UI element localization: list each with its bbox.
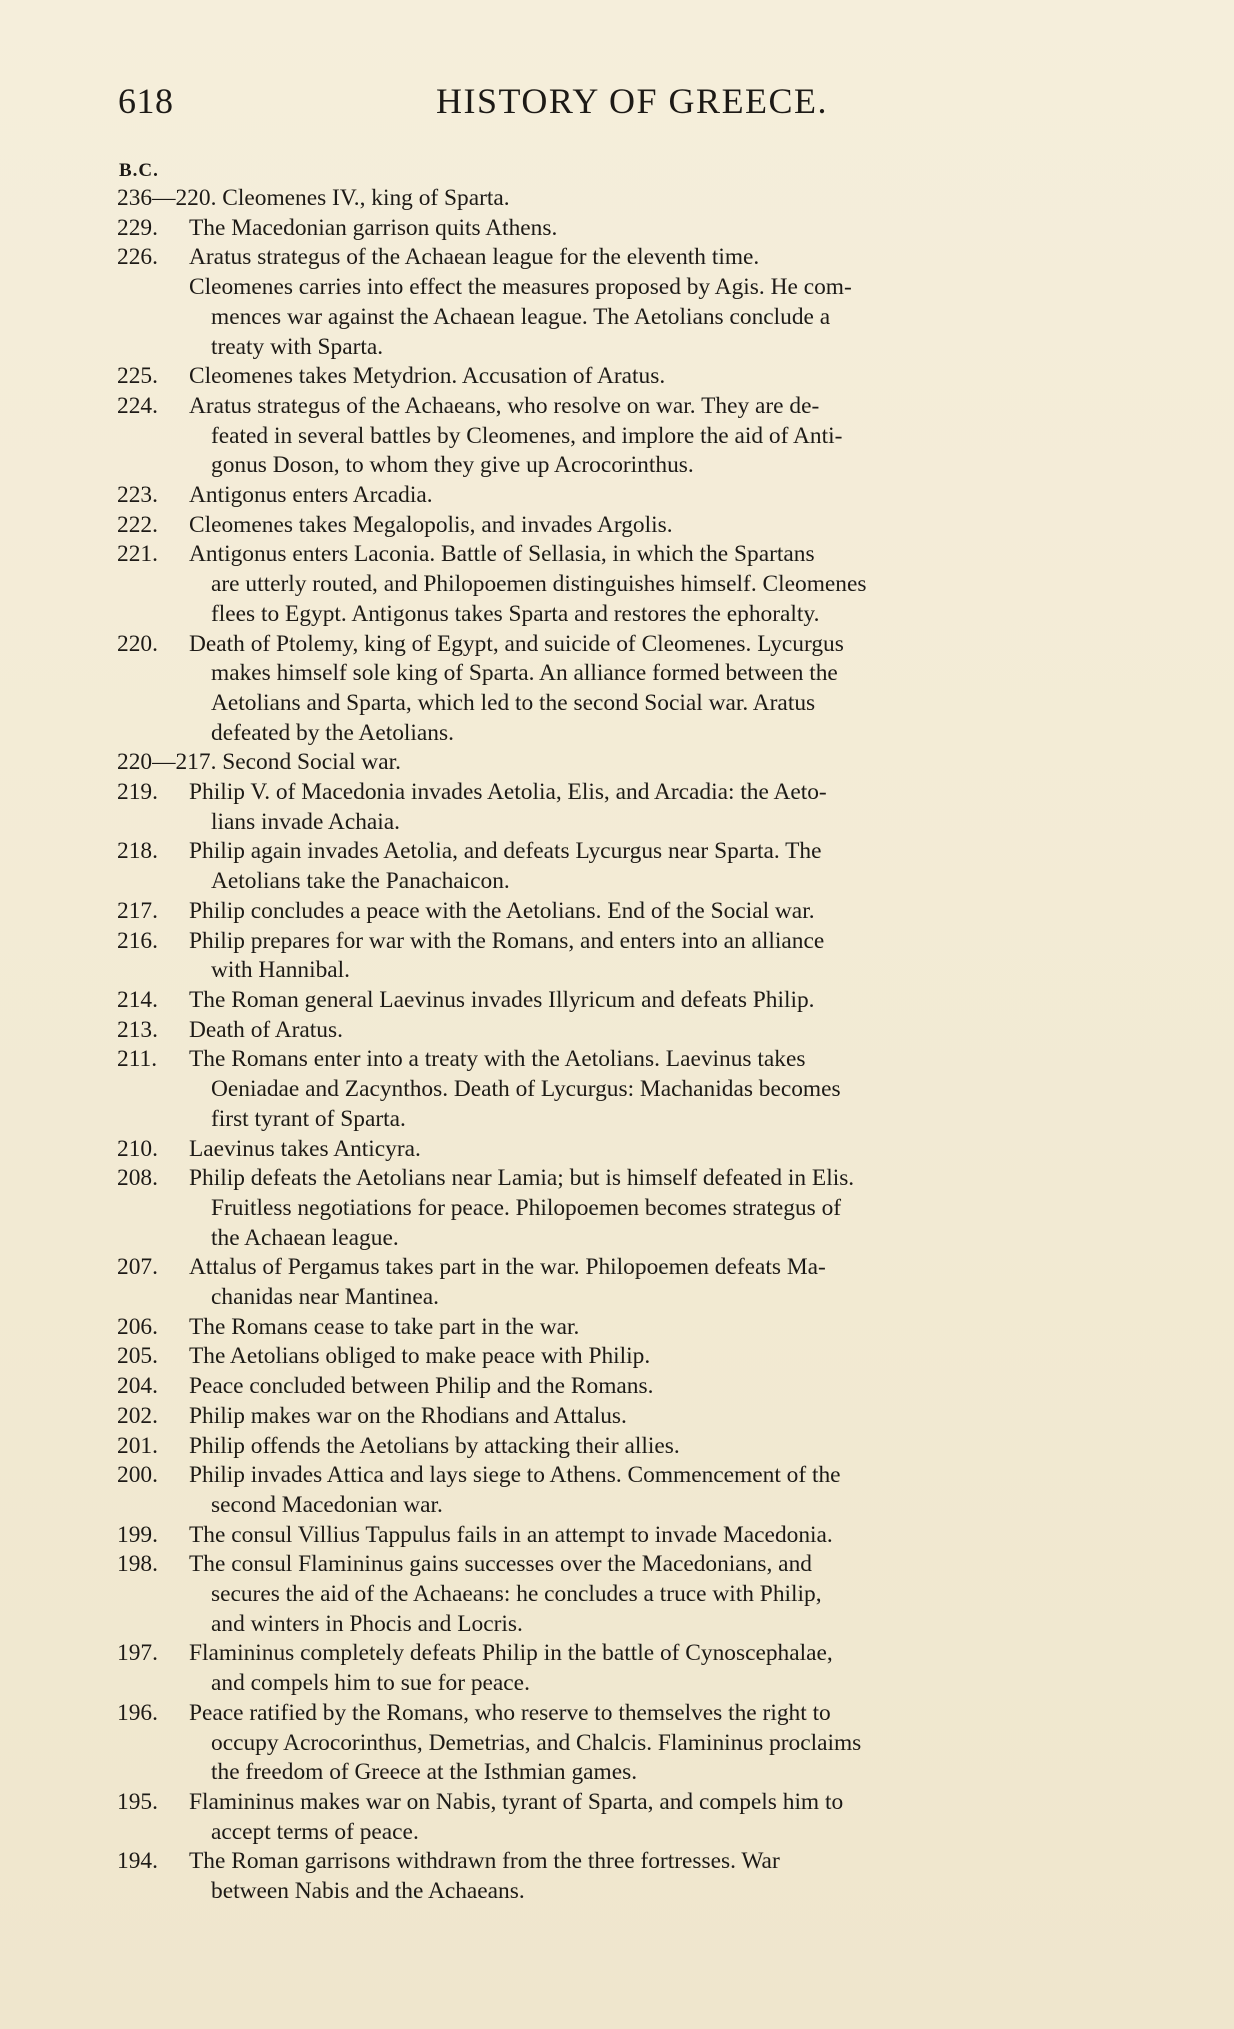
entry-year: 217. bbox=[117, 897, 158, 924]
entry-text-continuation: between Nabis and the Achaeans. bbox=[211, 1878, 525, 1905]
entry-text-continuation: Aetolians take the Panachaicon. bbox=[211, 868, 510, 895]
entry-year: 202. bbox=[117, 1402, 158, 1429]
entry-year: 206. bbox=[117, 1313, 158, 1340]
entry-text: Peace ratified by the Romans, who reserve to themselves the right to bbox=[189, 1699, 831, 1726]
entry-text: Death of Ptolemy, king of Egypt, and suicide of Cleomenes. Lycurgus bbox=[189, 630, 844, 657]
running-title: HISTORY OF GREECE. bbox=[436, 81, 829, 121]
entry-text-continuation: first tyrant of Sparta. bbox=[211, 1105, 406, 1132]
chronology-entry bbox=[117, 1847, 1125, 1906]
entry-year: 210. bbox=[117, 1135, 158, 1162]
entry-year: 208. bbox=[117, 1165, 158, 1192]
entry-text-continuation: feated in several battles by Cleomenes, and implore the aid of Anti- bbox=[211, 422, 843, 449]
entry-text: Cleomenes takes Metydrion. Accusation of Aratus. bbox=[189, 363, 666, 390]
entry-year: 218. bbox=[117, 838, 158, 865]
entry-text: Philip invades Attica and lays siege to Athens. Commencement of the bbox=[189, 1462, 841, 1489]
entry-text-continuation: Aetolians and Sparta, which led to the second Social war. Aratus bbox=[211, 689, 816, 716]
entry-text-continuation: Oeniadae and Zacynthos. Death of Lycurgus: Machanidas becomes bbox=[211, 1076, 841, 1103]
chronology-entry bbox=[117, 392, 1125, 481]
chronology-entry bbox=[117, 214, 1125, 244]
chronology-entry bbox=[117, 1550, 1125, 1639]
entry-year: 205. bbox=[117, 1343, 158, 1370]
entry-text: Death of Aratus. bbox=[189, 1016, 343, 1043]
chronology-entry bbox=[117, 1788, 1125, 1847]
chronology-entry bbox=[117, 837, 1125, 896]
entry-text-continuation: chanidas near Mantinea. bbox=[211, 1284, 439, 1311]
entry-text-continuation: and compels him to sue for peace. bbox=[211, 1670, 530, 1697]
entry-year: 220—217. bbox=[117, 749, 217, 776]
chronology-entry bbox=[117, 1432, 1125, 1462]
entry-text: The Macedonian garrison quits Athens. bbox=[189, 214, 558, 241]
entry-year: 216. bbox=[117, 927, 158, 954]
entry-text-continuation: second Macedonian war. bbox=[211, 1491, 443, 1518]
chronology-entry bbox=[117, 1639, 1125, 1698]
entry-text: Antigonus enters Arcadia. bbox=[189, 482, 433, 509]
chronology-entry bbox=[117, 362, 1125, 392]
era-label: B.C. bbox=[119, 160, 159, 181]
entry-text: Philip makes war on the Rhodians and Attalus. bbox=[189, 1402, 627, 1429]
entry-text-continuation: flees to Egypt. Antigonus takes Sparta and restores the ephoralty. bbox=[211, 600, 820, 627]
entry-year: 229. bbox=[117, 214, 158, 241]
entry-text-continuation: the freedom of Greece at the Isthmian games. bbox=[211, 1759, 638, 1786]
chronology-entry bbox=[117, 1461, 1125, 1520]
entry-text-continuation: and winters in Phocis and Locris. bbox=[211, 1610, 523, 1637]
entry-year: 204. bbox=[117, 1373, 158, 1400]
chronology-entry bbox=[117, 1253, 1125, 1312]
entry-year: 199. bbox=[117, 1521, 158, 1548]
entry-text: Philip V. of Macedonia invades Aetolia, Elis, and Arcadia: the Aeto- bbox=[189, 779, 827, 806]
chronology-entry bbox=[117, 1342, 1125, 1372]
entry-year: 219. bbox=[117, 779, 158, 806]
entry-text: The consul Villius Tappulus fails in an attempt to invade Macedonia. bbox=[189, 1521, 833, 1548]
chronology-entry bbox=[117, 511, 1125, 541]
entry-text-continuation: mences war against the Achaean league. The Aetolians conclude a bbox=[211, 303, 831, 330]
chronology-entry bbox=[117, 1135, 1125, 1165]
chronology-entry bbox=[117, 1164, 1125, 1253]
entry-text: Flamininus makes war on Nabis, tyrant of Sparta, and compels him to bbox=[189, 1788, 844, 1815]
entry-text-continuation: with Hannibal. bbox=[211, 957, 351, 984]
entry-text: Laevinus takes Anticyra. bbox=[189, 1135, 421, 1162]
entry-text: The Romans cease to take part in the war. bbox=[189, 1313, 580, 1340]
chronology-entry bbox=[117, 748, 1125, 778]
chronology-entry bbox=[117, 1521, 1125, 1551]
entry-text: Philip defeats the Aetolians near Lamia; but is himself defeated in Elis. bbox=[189, 1165, 855, 1192]
entry-text-continuation: gonus Doson, to whom they give up Acrocorinthus. bbox=[211, 452, 694, 479]
entry-year: 194. bbox=[117, 1848, 158, 1875]
entry-text-continuation: are utterly routed, and Philopoemen distinguishes himself. Cleomenes bbox=[211, 571, 867, 598]
entry-year: 198. bbox=[117, 1551, 158, 1578]
entry-text: Antigonus enters Laconia. Battle of Sellasia, in which the Spartans bbox=[189, 541, 815, 568]
chronology-entry bbox=[117, 184, 1125, 214]
entry-year: 236—220. bbox=[117, 185, 217, 211]
entry-text-continuation: occupy Acrocorinthus, Demetrias, and Chalcis. Flamininus proclaims bbox=[211, 1729, 862, 1756]
chronology-entry bbox=[117, 897, 1125, 927]
entry-text: The consul Flamininus gains successes over the Macedonians, and bbox=[189, 1551, 812, 1578]
entry-text: Philip offends the Aetolians by attacking their allies. bbox=[189, 1432, 680, 1459]
entry-text: Attalus of Pergamus takes part in the war. Philopoemen defeats Ma- bbox=[189, 1254, 826, 1281]
entry-year: 225. bbox=[117, 363, 158, 390]
chronology-entry bbox=[117, 540, 1125, 629]
entry-text-continuation: Fruitless negotiations for peace. Philopoemen becomes strategus of bbox=[211, 1194, 842, 1221]
chronology-entry bbox=[117, 927, 1125, 986]
entry-text: The Aetolians obliged to make peace with Philip. bbox=[189, 1343, 651, 1370]
chronology-entry bbox=[117, 1045, 1125, 1134]
entry-year: 195. bbox=[117, 1788, 158, 1815]
entry-year: 224. bbox=[117, 392, 158, 419]
chronology-entry bbox=[117, 1699, 1125, 1788]
chronology-entry bbox=[117, 630, 1125, 749]
entry-text-continuation: defeated by the Aetolians. bbox=[211, 719, 454, 746]
entry-text: Cleomenes takes Megalopolis, and invades Argolis. bbox=[189, 511, 673, 538]
entry-year: 222. bbox=[117, 511, 158, 538]
entry-year: 226. bbox=[117, 244, 158, 271]
entry-text: The Roman garrisons withdrawn from the three fortresses. War bbox=[189, 1848, 780, 1875]
entry-text-continuation: makes himself sole king of Sparta. An alliance formed between the bbox=[211, 660, 838, 687]
entry-year: 213. bbox=[117, 1016, 158, 1043]
chronology-list bbox=[117, 184, 1125, 1907]
entry-year: 223. bbox=[117, 482, 158, 509]
entry-year: 214. bbox=[117, 986, 158, 1013]
chronology-entry bbox=[117, 778, 1125, 837]
entry-text: Aratus strategus of the Achaean league for the eleventh time. bbox=[189, 244, 760, 271]
chronology-entry bbox=[117, 1402, 1125, 1432]
chronology-entry bbox=[117, 243, 1125, 362]
chronology-entry bbox=[117, 986, 1125, 1016]
entry-text: Flamininus completely defeats Philip in the battle of Cynoscephalae, bbox=[189, 1640, 833, 1667]
entry-text: Second Social war. bbox=[222, 749, 401, 776]
entry-year: 220. bbox=[117, 630, 158, 657]
entry-year: 197. bbox=[117, 1640, 158, 1667]
page-header bbox=[118, 80, 1118, 130]
entry-text: Peace concluded between Philip and the Romans. bbox=[189, 1373, 654, 1400]
entry-text: Philip again invades Aetolia, and defeats Lycurgus near Sparta. The bbox=[189, 838, 822, 865]
entry-text-continuation: accept terms of peace. bbox=[211, 1818, 419, 1845]
entry-text-continuation: secures the aid of the Achaeans: he concludes a truce with Philip, bbox=[211, 1581, 822, 1608]
entry-text: The Roman general Laevinus invades Illyricum and defeats Philip. bbox=[189, 986, 815, 1013]
entry-text: Cleomenes IV., king of Sparta. bbox=[222, 185, 510, 211]
entry-year: 211. bbox=[117, 1046, 158, 1073]
entry-text-continuation: Cleomenes carries into effect the measures proposed by Agis. He com- bbox=[189, 274, 852, 301]
entry-text: The Romans enter into a treaty with the Aetolians. Laevinus takes bbox=[189, 1046, 806, 1073]
chronology-entry bbox=[117, 1016, 1125, 1046]
entry-year: 221. bbox=[117, 541, 158, 568]
chronology-entry bbox=[117, 1372, 1125, 1402]
entry-year: 201. bbox=[117, 1432, 158, 1459]
entry-year: 200. bbox=[117, 1462, 158, 1489]
chronology-entry bbox=[117, 1313, 1125, 1343]
entry-text-continuation: the Achaean league. bbox=[211, 1224, 399, 1251]
entry-text-continuation: treaty with Sparta. bbox=[211, 333, 384, 360]
page-number: 618 bbox=[118, 81, 174, 121]
entry-year: 196. bbox=[117, 1699, 158, 1726]
entry-text: Philip concludes a peace with the Aetolians. End of the Social war. bbox=[189, 897, 815, 924]
chronology-entry bbox=[117, 481, 1125, 511]
entry-text: Philip prepares for war with the Romans, and enters into an alliance bbox=[189, 927, 825, 954]
entry-text-continuation: lians invade Achaia. bbox=[211, 808, 401, 835]
entry-text: Aratus strategus of the Achaeans, who resolve on war. They are de- bbox=[189, 392, 820, 419]
entry-year: 207. bbox=[117, 1254, 158, 1281]
